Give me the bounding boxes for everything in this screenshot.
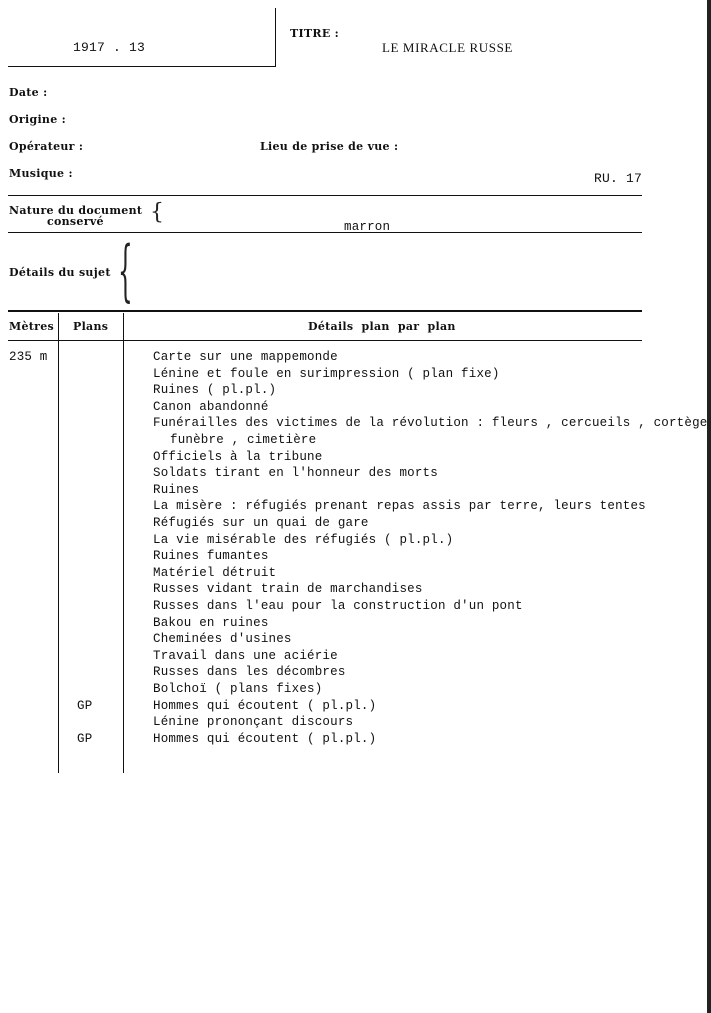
shot-row: Lénine prononçant discours <box>153 715 354 730</box>
nature-label-line1: Nature du document <box>9 204 143 217</box>
shot-row: Soldats tirant en l'honneur des morts <box>153 466 438 481</box>
titre-label: TITRE : <box>290 27 340 40</box>
shot-row: Ruines <box>153 482 200 497</box>
col-details-header: Détails plan par plan <box>308 320 456 333</box>
col-metres-header: Mètres <box>9 320 55 333</box>
shot-row: Carte sur une mappemonde <box>153 350 338 364</box>
shot-row: Funérailles des victimes de la révolution : fleurs , cercueils , cortège <box>153 416 708 431</box>
nature-label-line2: conservé <box>47 215 104 228</box>
lieu-label: Lieu de prise de vue : <box>260 140 399 153</box>
shot-row: Russes dans l'eau pour la construction d'un pont <box>153 599 523 613</box>
plan-value: GP <box>77 698 93 713</box>
document-code: RU. 17 <box>594 171 643 186</box>
details-sujet-brace: { <box>118 232 133 309</box>
page-edge <box>707 0 711 1013</box>
origine-label: Origine : <box>9 113 67 126</box>
shot-row: Hommes qui écoutent ( pl.pl.) <box>153 731 377 746</box>
shot-row: La vie misérable des réfugiés ( pl.pl.) <box>153 532 454 547</box>
shot-row: Matériel détruit <box>153 565 277 580</box>
details-sujet-label: Détails du sujet <box>9 266 111 279</box>
nature-brace: { <box>150 200 164 225</box>
shot-row: Officiels à la tribune <box>153 449 323 464</box>
shot-row: funèbre , cimetière <box>170 433 317 447</box>
musique-label: Musique : <box>9 167 73 180</box>
shot-row: Bolchoï ( plans fixes) <box>153 682 323 696</box>
shot-row: Réfugiés sur un quai de gare <box>153 516 369 530</box>
reference-number: 1917 . 13 <box>73 40 146 55</box>
shot-row: Hommes qui écoutent ( pl.pl.) <box>153 698 377 713</box>
shot-row: Russes dans les décombres <box>153 665 346 680</box>
date-label: Date : <box>9 86 48 99</box>
metres-value: 235 m <box>9 350 48 364</box>
titre-value: LE MIRACLE RUSSE <box>382 40 513 55</box>
col-plans-header: Plans <box>73 320 109 333</box>
shot-row: Lénine et foule en surimpression ( plan fixe) <box>153 366 500 381</box>
nature-value: marron <box>344 220 391 234</box>
shot-row: Russes vidant train de marchandises <box>153 582 423 597</box>
shot-row: Ruines fumantes <box>153 549 269 564</box>
shot-row: La misère : réfugiés prenant repas assis par terre, leurs tentes <box>153 499 646 514</box>
shot-row: Canon abandonné <box>153 399 269 414</box>
shot-row: Ruines ( pl.pl.) <box>153 383 277 398</box>
operateur-label: Opérateur : <box>9 140 84 153</box>
shot-row: Cheminées d'usines <box>153 632 292 647</box>
shot-row: Bakou en ruines <box>153 615 269 630</box>
plan-value: GP <box>77 731 93 746</box>
shot-row: Travail dans une aciérie <box>153 648 338 663</box>
